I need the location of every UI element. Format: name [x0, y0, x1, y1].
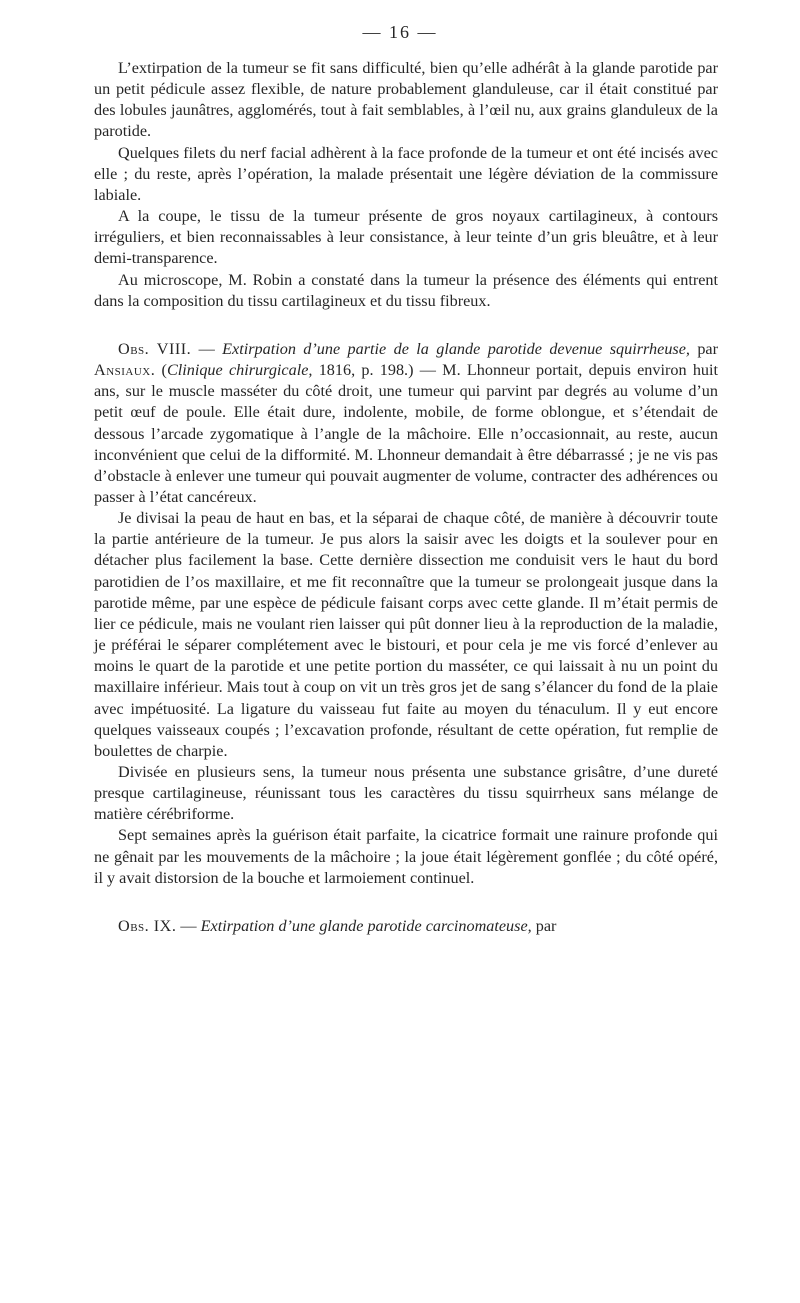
obs-8-body: M. Lhonneur portait, depuis environ huit ans, sur le muscle masséter du côté droit, une tumeur qui parvint par degrés au volume d’un petit œuf de poule. Elle était dure, indolente, mobile, de forme oblongue, et s’étendait de dessous l’arcade zygomatique à l’angle de la mâchoire. Elle n’occasionnait, au reste, aucun inconvénient que celui de la difformité. M. Lhonneur demandait à être débarrassé ; je ne vis pas d’obstacle à enlever une tumeur qui pouvait augmenter de volume, contracter des adhérences ou passer à l’état cancéreux. — [94, 361, 719, 506]
body-text — [94, 58, 718, 937]
obs-8-author: Ansiaux. — [94, 361, 156, 380]
paragraph-facial-nerve: Quelques filets du nerf facial adhèrent à la face profonde de la tumeur et ont été incisés avec elle ; du reste, après l’opération, la malade présentait une légère déviation de la commissure labiale. — [94, 143, 718, 204]
obs-9-tail: par — [531, 916, 557, 935]
paragraph-section: A la coupe, le tissu de la tumeur présente de gros noyaux cartilagineux, à contours irréguliers, et bien reconnaissables à leur consistance, à leur teinte d’un gris bleuâtre, et à leur demi-transparence. — [94, 207, 718, 268]
paragraph-dissection: Je divisai la peau de haut en bas, et la séparai de chaque côté, de manière à découvrir toute la partie antérieure de la tumeur. Je pus alors la saisir avec les doigts et la soulever pour en détacher plus facilement la base. Cette dernière dissection me conduisit vers le haut du bord parotidien de l’os maxillaire, et me fit reconnaître que la tumeur se prolongeait jusque dans la parotide même, par une espèce de pédicule faisant corps avec cette glande. Il m’était permis de lier ce pédicule, mais ne voulant rien laisser qui pût donner lieu à la reproduction de la maladie, je préférai le séparer complétement avec le bistouri, et pour cela je me vis forcé d’enlever au moins le quart de la parotide et une petite portion du masséter, ce qui laissait à nu un point du maxillaire inférieur. Mais tout à coup on vit un très gros jet de sang s’élancer du fond de la plaie avec impétuosité. La ligature du vaisseau fut faite au moyen du ténaculum. Il y eut encore quelques vaisseaux coupés ; l’excavation profonde, résultant de cette opération, fut remplie de boulettes de charpie. — [94, 509, 718, 760]
obs-9-label: Obs. IX. — [118, 916, 177, 935]
observation-9 — [94, 916, 718, 937]
obs-8-ref: 1816, p. 198.) — — [312, 361, 443, 380]
paragraph-healing: Sept semaines après la guérison était parfaite, la cicatrice formait une rainure profonde qui ne gênait par les mouvements de la mâchoire ; la joue était légèrement gonflée ; du côté opéré, il y avait distorsion de la bouche et larmoiement continuel. — [94, 826, 718, 887]
obs-8-open: ( — [155, 361, 167, 380]
observation-8 — [94, 339, 718, 508]
obs-8-label: Obs. VIII. — [118, 339, 192, 358]
obs-8-by: par — [689, 339, 719, 358]
paragraph-extirpation: L’extirpation de la tumeur se fit sans difficulté, bien qu’elle adhérât à la glande parotide par un petit pédicule assez flexible, de nature probablement glanduleuse, car il était constitué par des lobules jaunâtres, agglomérés, tout à fait semblables, à l’œil nu, aux grains glanduleux de la parotide. — [94, 59, 718, 141]
paragraph-tumor-substance: Divisée en plusieurs sens, la tumeur nous présenta une substance grisâtre, d’une dureté presque cartilagineuse, réunissant tous les caractères du tissu squirrheux sans mélange de matière cérébriforme. — [94, 763, 718, 824]
obs-9-dash: — — [176, 916, 201, 935]
obs-8-title: Extirpation d’une partie de la glande parotide devenue squirrheuse, — [222, 339, 690, 358]
page-number: — 16 — — [362, 22, 438, 42]
obs-8-dash: — — [191, 339, 223, 358]
paragraph-microscope: Au microscope, M. Robin a constaté dans la tumeur la présence des éléments qui entrent dans la composition du tissu cartilagineux et du tissu fibreux. — [94, 270, 718, 310]
obs-8-source: Clinique chirurgicale, — [166, 361, 313, 380]
obs-9-title: Extirpation d’une glande parotide carcinomateuse, — [200, 916, 532, 935]
